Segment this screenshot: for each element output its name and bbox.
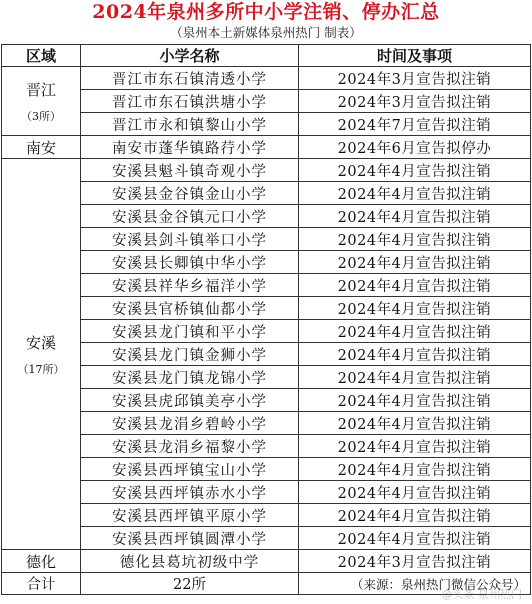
school-name-cell: 安溪县祥华乡福洋小学 [81,274,299,297]
school-name-cell: 安溪县龙门镇和平小学 [81,320,299,343]
region-count: （3所） [21,109,61,123]
closure-table [1,44,531,595]
region-cell [2,550,81,573]
time-status-cell: 2024年4月宣告拟注销 [299,366,531,389]
school-name-cell: 安溪县西坪镇平原小学 [81,504,299,527]
school-name-cell: 安溪县魁斗镇奇观小学 [81,159,299,182]
table-row [2,527,531,550]
region-name: 晋江 [25,80,56,99]
table-row [2,435,531,458]
school-name-cell: 德化县葛坑初级中学 [81,550,299,573]
table-row [2,67,531,90]
time-status-cell: 2024年4月宣告拟注销 [299,481,531,504]
time-status-cell: 2024年4月宣告拟注销 [299,389,531,412]
table-row [2,136,531,159]
time-status-cell: 2024年4月宣告拟注销 [299,504,531,527]
page-subtitle: （泉州本土新媒体泉州热门 制表） [170,25,362,40]
watermark: @头条 泉州热门 [441,588,522,601]
region-cell [2,136,81,159]
school-name-cell: 安溪县龙门镇龙锦小学 [81,366,299,389]
time-status-cell: 2024年4月宣告拟注销 [299,527,531,550]
region-name: 安溪 [25,333,56,352]
school-name-cell: 晋江市永和镇黎山小学 [81,113,299,136]
header-row [2,45,531,67]
region-name: 德化 [25,552,56,571]
region-cell [2,159,81,550]
school-name-cell: 晋江市东石镇清透小学 [81,67,299,90]
time-status-cell: 2024年4月宣告拟注销 [299,182,531,205]
table-row [2,481,531,504]
school-name-cell: 安溪县西坪镇赤水小学 [81,481,299,504]
header-school: 小学名称 [81,45,299,67]
time-status-cell: 2024年4月宣告拟注销 [299,412,531,435]
table-row [2,458,531,481]
table-row [2,320,531,343]
header-region: 区域 [2,45,81,67]
region-count: （17所） [17,362,65,376]
table-row [2,274,531,297]
school-name-cell: 安溪县金谷镇金山小学 [81,182,299,205]
time-status-cell: 2024年7月宣告拟注销 [299,113,531,136]
table-row [2,90,531,113]
table-row [2,550,531,573]
table-row [2,366,531,389]
time-status-cell: 2024年4月宣告拟注销 [299,320,531,343]
table-row [2,182,531,205]
school-name-cell: 安溪县官桥镇仙都小学 [81,297,299,320]
table-row [2,412,531,435]
time-status-cell: 2024年4月宣告拟注销 [299,274,531,297]
time-status-cell: 2024年4月宣告拟注销 [299,228,531,251]
school-name-cell: 安溪县长卿镇中华小学 [81,251,299,274]
table-row [2,389,531,412]
time-status-cell: 2024年6月宣告拟停办 [299,136,531,159]
time-status-cell: 2024年3月宣告拟注销 [299,550,531,573]
table-row [2,504,531,527]
region-cell [2,67,81,136]
time-status-cell: 2024年4月宣告拟注销 [299,435,531,458]
total-label: 合计 [2,573,81,595]
school-name-cell: 南安市蓬华镇路荇小学 [81,136,299,159]
header-time: 时间及事项 [299,45,531,67]
table-row [2,251,531,274]
school-name-cell: 安溪县剑斗镇举口小学 [81,228,299,251]
total-count: 22所 [81,573,299,595]
table-row [2,228,531,251]
source-note: （来源：泉州热门微信公众号） [299,573,531,595]
school-name-cell: 安溪县虎邱镇美亭小学 [81,389,299,412]
school-name-cell: 安溪县金谷镇元口小学 [81,205,299,228]
table-row [2,159,531,182]
table-row [2,113,531,136]
time-status-cell: 2024年3月宣告拟注销 [299,90,531,113]
school-name-cell: 安溪县西坪镇圆潭小学 [81,527,299,550]
school-name-cell: 晋江市东石镇洪塘小学 [81,90,299,113]
time-status-cell: 2024年4月宣告拟注销 [299,251,531,274]
table-body [2,67,531,573]
time-status-cell: 2024年3月宣告拟注销 [299,67,531,90]
table-row [2,297,531,320]
time-status-cell: 2024年4月宣告拟注销 [299,297,531,320]
school-name-cell: 安溪县西坪镇宝山小学 [81,458,299,481]
school-name-cell: 安溪县龙涓乡碧岭小学 [81,412,299,435]
page-title: 2024年泉州多所中小学注销、停办汇总 [92,1,440,23]
school-name-cell: 安溪县龙涓乡福黎小学 [81,435,299,458]
time-status-cell: 2024年4月宣告拟注销 [299,159,531,182]
time-status-cell: 2024年4月宣告拟注销 [299,343,531,366]
school-name-cell: 安溪县龙门镇金狮小学 [81,343,299,366]
table-row [2,343,531,366]
table-row [2,205,531,228]
region-name: 南安 [25,138,56,157]
time-status-cell: 2024年4月宣告拟注销 [299,205,531,228]
time-status-cell: 2024年4月宣告拟注销 [299,458,531,481]
